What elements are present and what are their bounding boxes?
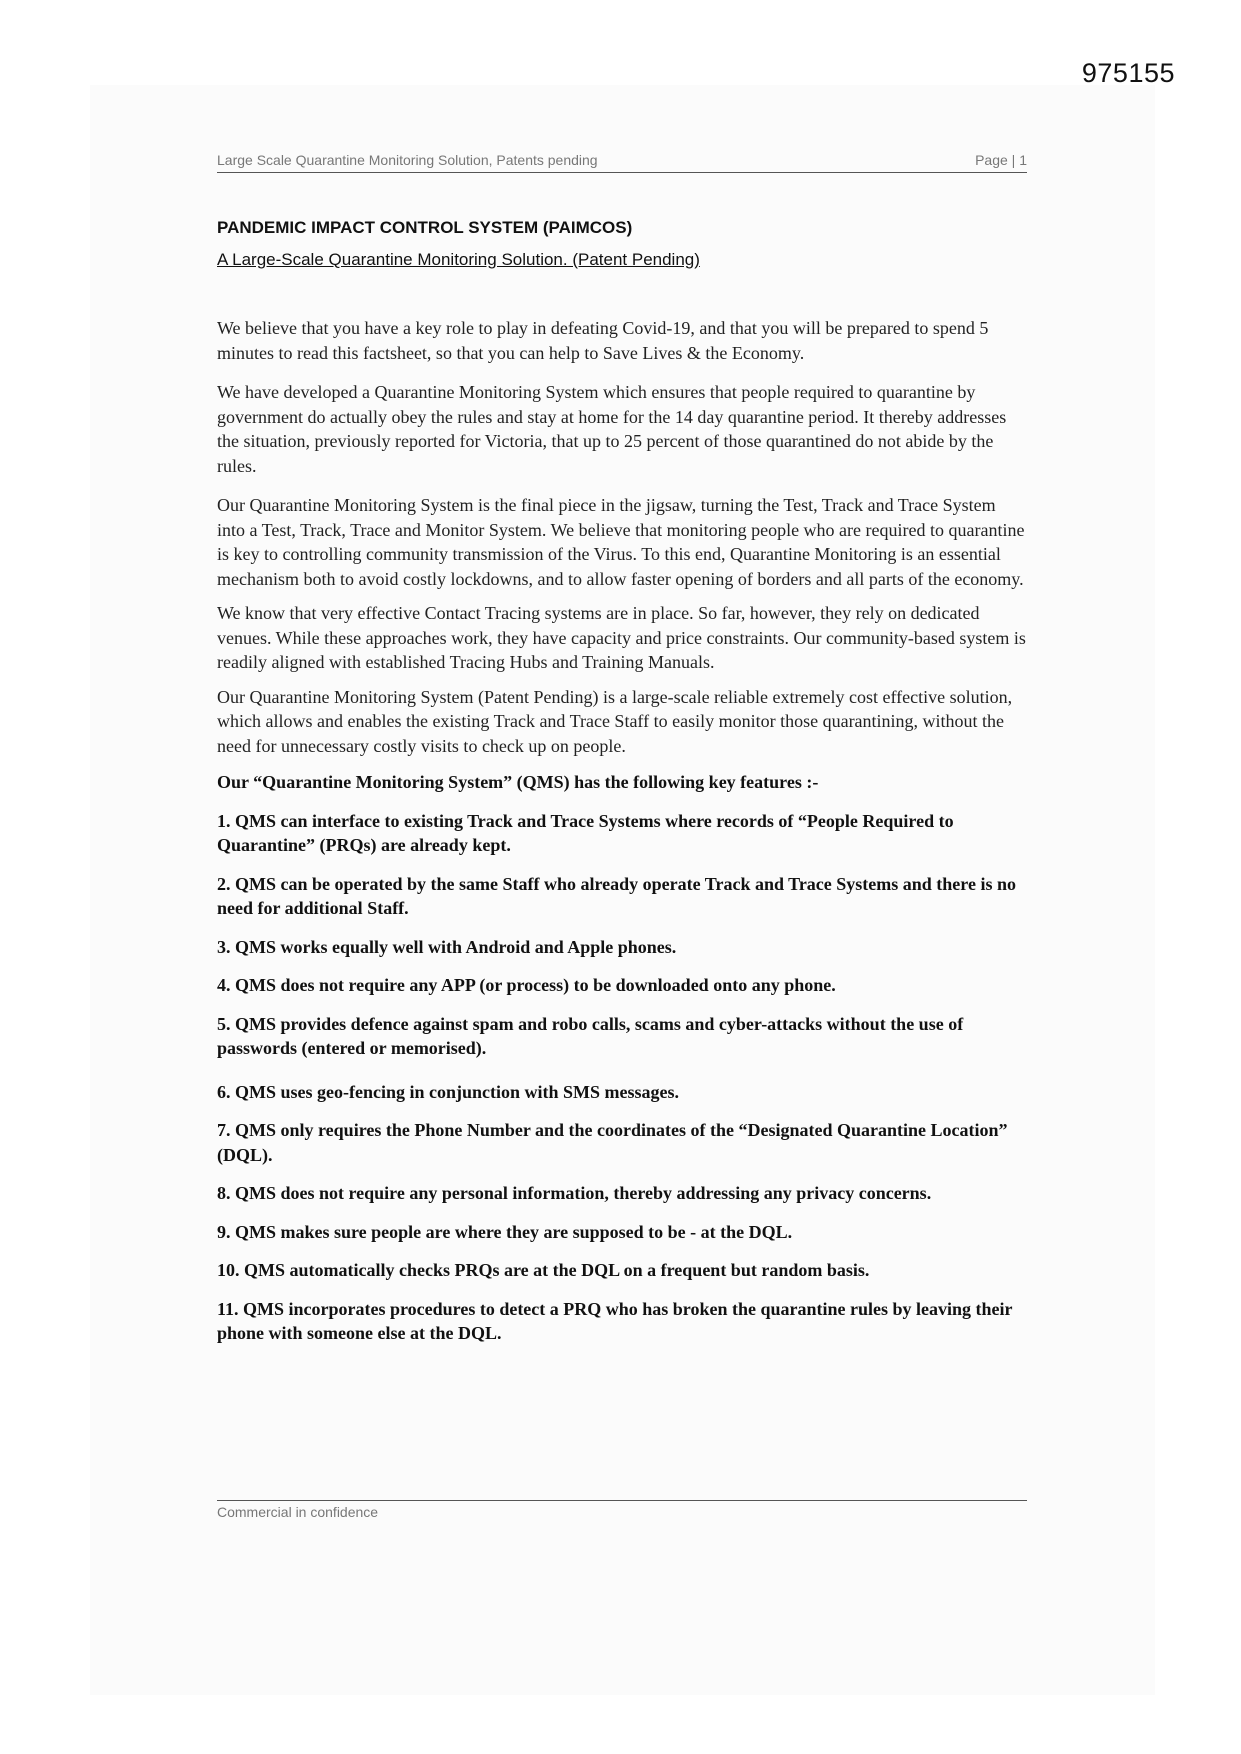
footer-text: Commercial in confidence	[217, 1504, 379, 1520]
feature-item: 7. QMS only requires the Phone Number and the coordinates of the “Designated Quarantine Location” (DQL).	[217, 1120, 1008, 1165]
document-subtitle: A Large-Scale Quarantine Monitoring Solution. (Patent Pending)	[217, 250, 700, 269]
feature-item: 4. QMS does not require any APP (or process) to be downloaded onto any phone.	[217, 975, 836, 995]
feature-item: 8. QMS does not require any personal information, thereby addressing any privacy concerns.	[217, 1183, 932, 1203]
feature-item: 5. QMS provides defence against spam and robo calls, scams and cyber-attacks without the use of passwords (entered or memorised).	[217, 1013, 964, 1058]
document-title: PANDEMIC IMPACT CONTROL SYSTEM (PAIMCOS)	[217, 218, 633, 237]
paragraph: We have developed a Quarantine Monitoring System which ensures that people required to quarantine by government do actually obey the rules and stay at home for the 14 day quarantine period. It thereby addresses the situation, previously reported for Victoria, that up to 25 percent of those quarantined do not abide by the rules.	[217, 382, 1007, 476]
paragraph: We believe that you have a key role to play in defeating Covid-19, and that you will be prepared to spend 5 minutes to read this factsheet, so that you can help to Save Lives & the Economy.	[217, 318, 989, 363]
feature-item: 1. QMS can interface to existing Track and Trace Systems where records of “People Required to Quarantine” (PRQs) are already kept.	[217, 810, 954, 855]
feature-item: 11. QMS incorporates procedures to detect a PRQ who has broken the quarantine rules by leaving their phone with someone else at the DQL.	[217, 1298, 1013, 1343]
feature-item: 2. QMS can be operated by the same Staff who already operate Track and Trace Systems and there is no need for additional Staff.	[217, 873, 1016, 918]
feature-item: 3. QMS works equally well with Android and Apple phones.	[217, 936, 677, 957]
feature-item: 10. QMS automatically checks PRQs are at the DQL on a frequent but random basis.	[217, 1260, 870, 1280]
paragraph: Our Quarantine Monitoring System (Patent Pending) is a large-scale reliable extremely cost effective solution, which allows and enables the existing Track and Trace Staff to easily monitor those quarantining, without the need for unnecessary costly visits to check up on people.	[217, 686, 1013, 756]
page-number: Page | 1	[975, 152, 1027, 168]
page-footer	[217, 1500, 1027, 1520]
features-intro: Our “Quarantine Monitoring System” (QMS) has the following key features :-	[217, 772, 819, 792]
page-header	[217, 150, 1027, 173]
feature-item: 6. QMS uses geo-fencing in conjunction with SMS messages.	[217, 1081, 680, 1102]
paragraph: Our Quarantine Monitoring System is the final piece in the jigsaw, turning the Test, Track and Trace System into a Test, Track, Trace and Monitor System. We believe that monitoring people who are required to quarantine is key to controlling community transmission of the Virus. To this end, Quarantine Monitoring is an essential mechanism both to avoid costly lockdowns, and to allow faster opening of borders and all parts of the economy.	[217, 495, 1025, 589]
document-id: 975155	[1081, 58, 1175, 88]
paragraph: We know that very effective Contact Tracing systems are in place. So far, however, they rely on dedicated venues. While these approaches work, they have capacity and price constraints. Our community-based system is readily aligned with established Tracing Hubs and Training Manuals.	[217, 603, 1026, 672]
header-title: Large Scale Quarantine Monitoring Solution, Patents pending	[217, 152, 598, 168]
feature-item: 9. QMS makes sure people are where they are supposed to be - at the DQL.	[217, 1221, 793, 1242]
document-body	[217, 218, 1027, 1346]
